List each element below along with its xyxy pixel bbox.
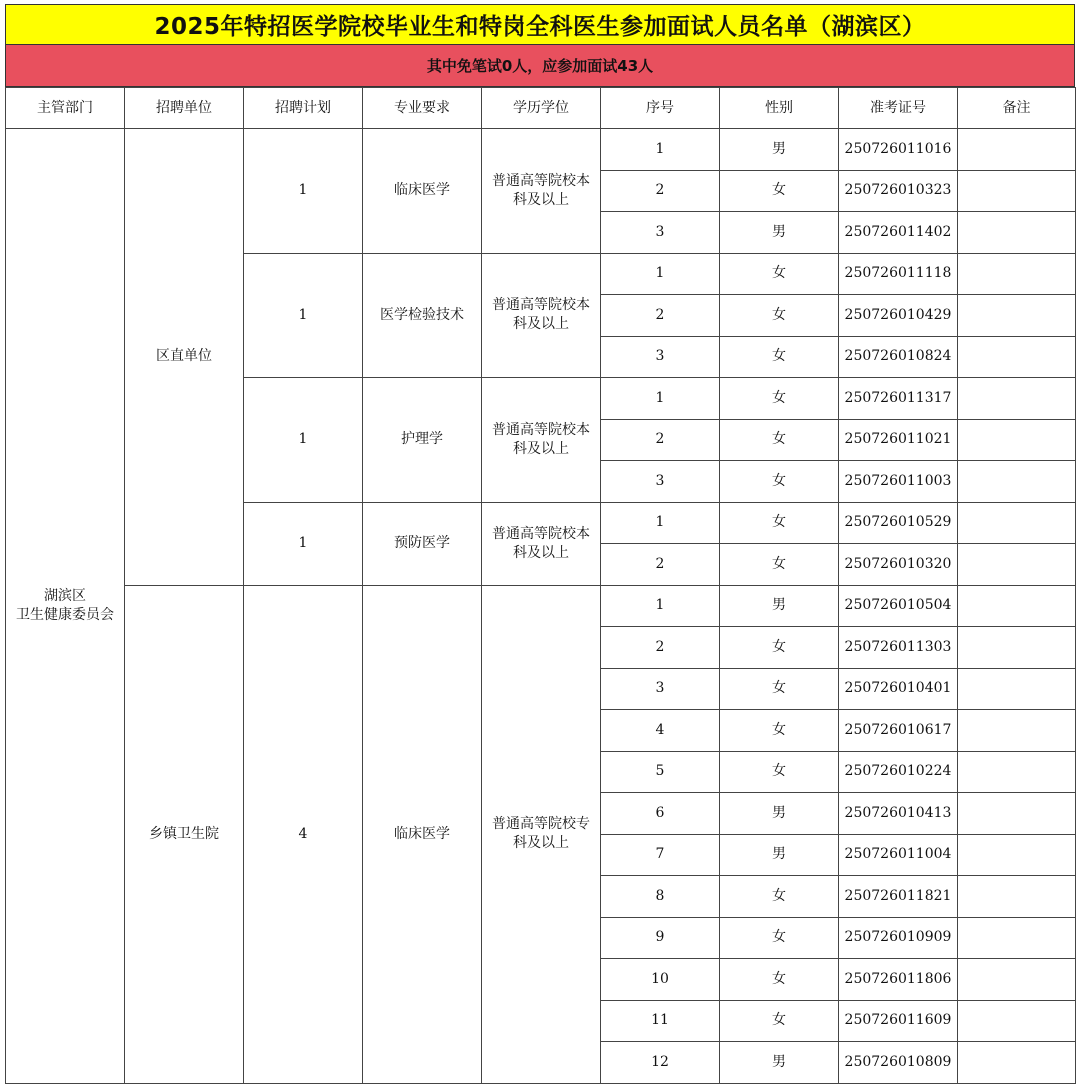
exam-id-cell: 250726011821 xyxy=(839,876,958,918)
note-cell xyxy=(958,419,1076,461)
gender-cell: 男 xyxy=(720,585,839,627)
note-cell xyxy=(958,295,1076,337)
exam-id-cell: 250726011118 xyxy=(839,253,958,295)
number-cell: 11 xyxy=(601,1000,720,1042)
table-row xyxy=(6,129,1076,171)
gender-cell: 女 xyxy=(720,295,839,337)
header-major: 专业要求 xyxy=(363,88,482,129)
header-gender: 性别 xyxy=(720,88,839,129)
number-cell: 3 xyxy=(601,336,720,378)
major-cell: 临床医学 xyxy=(363,129,482,254)
number-cell: 2 xyxy=(601,170,720,212)
exam-id-cell: 250726011016 xyxy=(839,129,958,171)
note-cell xyxy=(958,461,1076,503)
degree-cell: 普通高等院校本科及以上 xyxy=(482,129,601,254)
note-cell xyxy=(958,627,1076,669)
note-cell xyxy=(958,834,1076,876)
number-cell: 3 xyxy=(601,668,720,710)
number-cell: 3 xyxy=(601,461,720,503)
gender-cell: 男 xyxy=(720,1042,839,1084)
note-cell xyxy=(958,378,1076,420)
gender-cell: 男 xyxy=(720,212,839,254)
exam-id-cell: 250726011303 xyxy=(839,627,958,669)
number-cell: 12 xyxy=(601,1042,720,1084)
major-cell: 医学检验技术 xyxy=(363,253,482,378)
note-cell xyxy=(958,170,1076,212)
gender-cell: 女 xyxy=(720,378,839,420)
exam-id-cell: 250726010429 xyxy=(839,295,958,337)
degree-cell: 普通高等院校本科及以上 xyxy=(482,502,601,585)
note-cell xyxy=(958,253,1076,295)
gender-cell: 男 xyxy=(720,793,839,835)
exam-id-cell: 250726011609 xyxy=(839,1000,958,1042)
gender-cell: 女 xyxy=(720,461,839,503)
header-unit: 招聘单位 xyxy=(125,88,244,129)
page-title: 2025年特招医学院校毕业生和特岗全科医生参加面试人员名单（湖滨区） xyxy=(5,4,1075,45)
note-cell xyxy=(958,917,1076,959)
gender-cell: 女 xyxy=(720,1000,839,1042)
interview-list-sheet xyxy=(5,4,1075,1084)
gender-cell: 女 xyxy=(720,876,839,918)
note-cell xyxy=(958,710,1076,752)
department-cell: 湖滨区 卫生健康委员会 xyxy=(6,129,125,1084)
table-row xyxy=(6,585,1076,627)
number-cell: 2 xyxy=(601,544,720,586)
exam-id-cell: 250726010320 xyxy=(839,544,958,586)
plan-cell: 1 xyxy=(244,378,363,503)
degree-cell: 普通高等院校专科及以上 xyxy=(482,585,601,1083)
note-cell xyxy=(958,544,1076,586)
number-cell: 1 xyxy=(601,378,720,420)
exam-id-cell: 250726011004 xyxy=(839,834,958,876)
header-note: 备注 xyxy=(958,88,1076,129)
gender-cell: 女 xyxy=(720,710,839,752)
header-exam-id: 准考证号 xyxy=(839,88,958,129)
note-cell xyxy=(958,876,1076,918)
plan-cell: 1 xyxy=(244,129,363,254)
gender-cell: 女 xyxy=(720,959,839,1001)
note-cell xyxy=(958,668,1076,710)
exam-id-cell: 250726010909 xyxy=(839,917,958,959)
table-body xyxy=(6,129,1076,1084)
gender-cell: 男 xyxy=(720,834,839,876)
exam-id-cell: 250726010504 xyxy=(839,585,958,627)
gender-cell: 女 xyxy=(720,544,839,586)
major-cell: 护理学 xyxy=(363,378,482,503)
number-cell: 7 xyxy=(601,834,720,876)
exam-id-cell: 250726011806 xyxy=(839,959,958,1001)
header-department: 主管部门 xyxy=(6,88,125,129)
gender-cell: 男 xyxy=(720,129,839,171)
exam-id-cell: 250726011021 xyxy=(839,419,958,461)
note-cell xyxy=(958,502,1076,544)
plan-cell: 1 xyxy=(244,502,363,585)
gender-cell: 女 xyxy=(720,751,839,793)
exam-id-cell: 250726010809 xyxy=(839,1042,958,1084)
note-cell xyxy=(958,212,1076,254)
header-plan: 招聘计划 xyxy=(244,88,363,129)
note-cell xyxy=(958,585,1076,627)
header-number: 序号 xyxy=(601,88,720,129)
exam-id-cell: 250726010617 xyxy=(839,710,958,752)
exam-id-cell: 250726010224 xyxy=(839,751,958,793)
number-cell: 1 xyxy=(601,585,720,627)
gender-cell: 女 xyxy=(720,170,839,212)
exam-id-cell: 250726010401 xyxy=(839,668,958,710)
candidate-table xyxy=(5,87,1076,1084)
note-cell xyxy=(958,1042,1076,1084)
major-cell: 临床医学 xyxy=(363,585,482,1083)
number-cell: 2 xyxy=(601,295,720,337)
gender-cell: 女 xyxy=(720,627,839,669)
exam-id-cell: 250726010529 xyxy=(839,502,958,544)
header-degree: 学历学位 xyxy=(482,88,601,129)
gender-cell: 女 xyxy=(720,336,839,378)
number-cell: 5 xyxy=(601,751,720,793)
number-cell: 1 xyxy=(601,253,720,295)
major-cell: 预防医学 xyxy=(363,502,482,585)
note-cell xyxy=(958,751,1076,793)
summary-banner: 其中免笔试0人，应参加面试43人 xyxy=(5,45,1075,87)
number-cell: 4 xyxy=(601,710,720,752)
gender-cell: 女 xyxy=(720,253,839,295)
exam-id-cell: 250726010323 xyxy=(839,170,958,212)
gender-cell: 女 xyxy=(720,668,839,710)
plan-cell: 4 xyxy=(244,585,363,1083)
note-cell xyxy=(958,129,1076,171)
exam-id-cell: 250726010413 xyxy=(839,793,958,835)
note-cell xyxy=(958,959,1076,1001)
plan-cell: 1 xyxy=(244,253,363,378)
number-cell: 1 xyxy=(601,129,720,171)
exam-id-cell: 250726011402 xyxy=(839,212,958,254)
number-cell: 8 xyxy=(601,876,720,918)
exam-id-cell: 250726011317 xyxy=(839,378,958,420)
note-cell xyxy=(958,1000,1076,1042)
gender-cell: 女 xyxy=(720,419,839,461)
number-cell: 10 xyxy=(601,959,720,1001)
unit-cell: 区直单位 xyxy=(125,129,244,586)
unit-cell: 乡镇卫生院 xyxy=(125,585,244,1083)
number-cell: 1 xyxy=(601,502,720,544)
number-cell: 2 xyxy=(601,627,720,669)
gender-cell: 女 xyxy=(720,917,839,959)
number-cell: 9 xyxy=(601,917,720,959)
degree-cell: 普通高等院校本科及以上 xyxy=(482,378,601,503)
number-cell: 3 xyxy=(601,212,720,254)
exam-id-cell: 250726011003 xyxy=(839,461,958,503)
gender-cell: 女 xyxy=(720,502,839,544)
degree-cell: 普通高等院校本科及以上 xyxy=(482,253,601,378)
number-cell: 2 xyxy=(601,419,720,461)
header-row xyxy=(6,88,1076,129)
exam-id-cell: 250726010824 xyxy=(839,336,958,378)
note-cell xyxy=(958,793,1076,835)
note-cell xyxy=(958,336,1076,378)
number-cell: 6 xyxy=(601,793,720,835)
